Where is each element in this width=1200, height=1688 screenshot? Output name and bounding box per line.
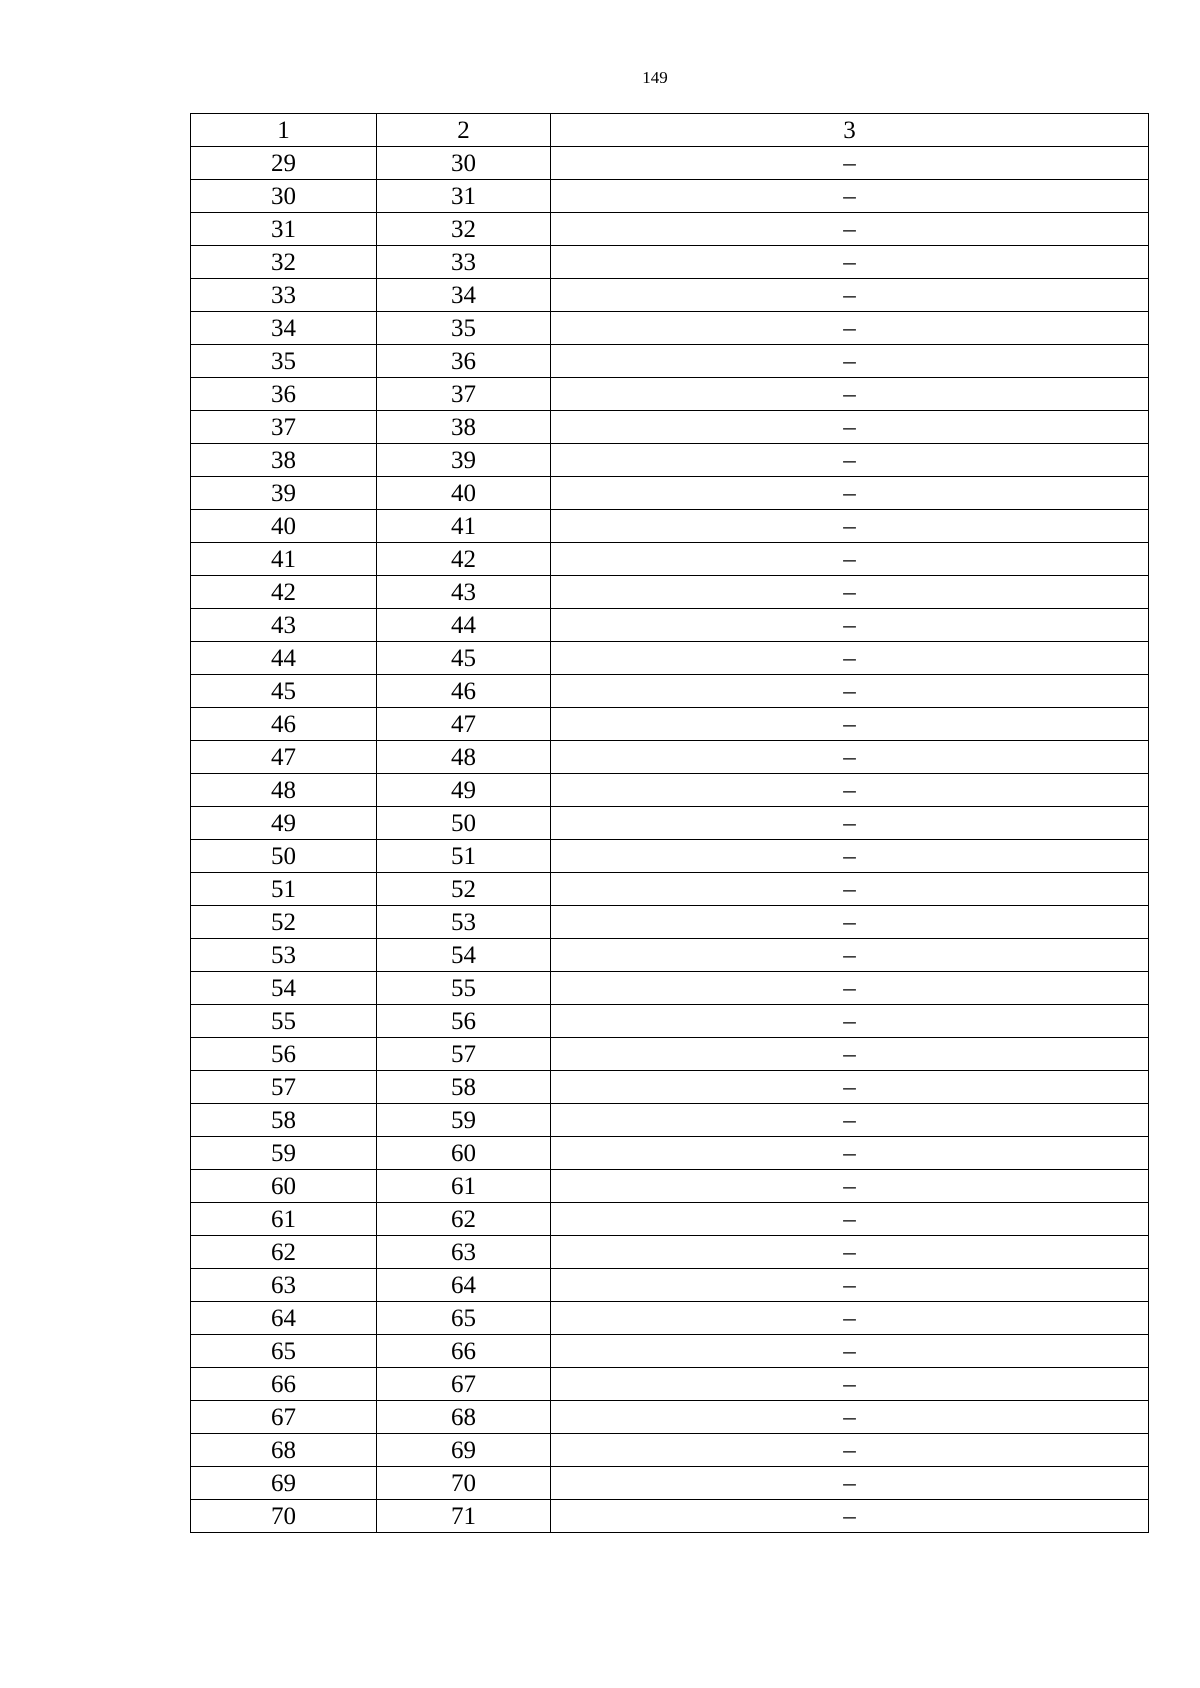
table-cell-col3: – xyxy=(551,213,1149,246)
table-cell-col3: – xyxy=(551,873,1149,906)
table-cell-col2: 43 xyxy=(377,576,551,609)
table-cell-col3: – xyxy=(551,939,1149,972)
table-cell-col1: 59 xyxy=(191,1137,377,1170)
table-cell-col2: 40 xyxy=(377,477,551,510)
table-row xyxy=(191,576,1149,609)
table-cell-col2: 58 xyxy=(377,1071,551,1104)
table-cell-col3: – xyxy=(551,642,1149,675)
table-cell-col3: – xyxy=(551,1302,1149,1335)
table-cell-col1: 32 xyxy=(191,246,377,279)
table-row xyxy=(191,741,1149,774)
table-cell-col2: 39 xyxy=(377,444,551,477)
table-row xyxy=(191,543,1149,576)
table-cell-col3: – xyxy=(551,1203,1149,1236)
table-cell-col3: – xyxy=(551,906,1149,939)
table-cell-col3: – xyxy=(551,477,1149,510)
table-cell-col3: – xyxy=(551,1104,1149,1137)
table-cell-col2: 53 xyxy=(377,906,551,939)
table-row xyxy=(191,807,1149,840)
table-row xyxy=(191,345,1149,378)
table-cell-col1: 30 xyxy=(191,180,377,213)
table-cell-col2: 71 xyxy=(377,1500,551,1533)
table-row xyxy=(191,840,1149,873)
table-row xyxy=(191,972,1149,1005)
table-cell-col3: – xyxy=(551,1500,1149,1533)
table-cell-col1: 52 xyxy=(191,906,377,939)
table-row xyxy=(191,147,1149,180)
table-cell-col3: – xyxy=(551,1368,1149,1401)
table-cell-col1: 60 xyxy=(191,1170,377,1203)
table-cell-col1: 51 xyxy=(191,873,377,906)
table-cell-col1: 40 xyxy=(191,510,377,543)
table-row xyxy=(191,642,1149,675)
table-row xyxy=(191,378,1149,411)
table-row xyxy=(191,1269,1149,1302)
table-cell-col3: – xyxy=(551,774,1149,807)
table-row xyxy=(191,213,1149,246)
table-cell-col2: 45 xyxy=(377,642,551,675)
table-cell-col3: – xyxy=(551,1335,1149,1368)
table-cell-col2: 47 xyxy=(377,708,551,741)
table-cell-col2: 70 xyxy=(377,1467,551,1500)
table-row xyxy=(191,1401,1149,1434)
table-header-row xyxy=(191,114,1149,147)
table-cell-col3: – xyxy=(551,543,1149,576)
table-row xyxy=(191,1302,1149,1335)
table-cell-col2: 50 xyxy=(377,807,551,840)
table-cell-col2: 35 xyxy=(377,312,551,345)
table-cell-col1: 37 xyxy=(191,411,377,444)
table-cell-col2: 61 xyxy=(377,1170,551,1203)
table-body xyxy=(191,114,1149,1533)
table-cell-col1: 43 xyxy=(191,609,377,642)
table-cell-col1: 63 xyxy=(191,1269,377,1302)
table-cell-col1: 65 xyxy=(191,1335,377,1368)
table-cell-col1: 39 xyxy=(191,477,377,510)
table-cell-col2: 46 xyxy=(377,675,551,708)
table-row xyxy=(191,1500,1149,1533)
table-cell-col2: 66 xyxy=(377,1335,551,1368)
table-cell-col3: – xyxy=(551,510,1149,543)
table-cell-col1: 49 xyxy=(191,807,377,840)
table-cell-col3: – xyxy=(551,1170,1149,1203)
table-cell-col2: 60 xyxy=(377,1137,551,1170)
table-cell-col3: – xyxy=(551,1269,1149,1302)
table-row xyxy=(191,411,1149,444)
table-cell-col2: 33 xyxy=(377,246,551,279)
table-row xyxy=(191,708,1149,741)
table-cell-col1: 42 xyxy=(191,576,377,609)
table-cell-col2: 68 xyxy=(377,1401,551,1434)
table-row xyxy=(191,1335,1149,1368)
table-row xyxy=(191,1434,1149,1467)
table-cell-col1: 31 xyxy=(191,213,377,246)
table-row xyxy=(191,1236,1149,1269)
table-cell-col3: – xyxy=(551,576,1149,609)
table-cell-col1: 47 xyxy=(191,741,377,774)
table-row xyxy=(191,312,1149,345)
table-cell-col3: – xyxy=(551,246,1149,279)
table-cell-col3: – xyxy=(551,312,1149,345)
table-cell-col3: – xyxy=(551,378,1149,411)
table-row xyxy=(191,1038,1149,1071)
table-cell-col1: 70 xyxy=(191,1500,377,1533)
data-table xyxy=(190,113,1149,1533)
table-cell-col2: 67 xyxy=(377,1368,551,1401)
table-cell-col1: 69 xyxy=(191,1467,377,1500)
table-cell-col2: 57 xyxy=(377,1038,551,1071)
table-row xyxy=(191,906,1149,939)
table-cell-col2: 62 xyxy=(377,1203,551,1236)
table-cell-col3: – xyxy=(551,345,1149,378)
table-cell-col3: – xyxy=(551,1236,1149,1269)
table-cell-col3: – xyxy=(551,1467,1149,1500)
table-row xyxy=(191,1467,1149,1500)
table-cell-col2: 37 xyxy=(377,378,551,411)
table-cell-col2: 52 xyxy=(377,873,551,906)
table-row xyxy=(191,1368,1149,1401)
table-cell-col1: 55 xyxy=(191,1005,377,1038)
table-row xyxy=(191,609,1149,642)
table-row xyxy=(191,477,1149,510)
table-cell-col3: – xyxy=(551,741,1149,774)
table-row xyxy=(191,939,1149,972)
table-cell-col3: – xyxy=(551,1401,1149,1434)
table-cell-col1: 57 xyxy=(191,1071,377,1104)
table-cell-col1: 34 xyxy=(191,312,377,345)
table-row xyxy=(191,510,1149,543)
table-cell-col2: 44 xyxy=(377,609,551,642)
table-row xyxy=(191,279,1149,312)
table-cell-col2: 56 xyxy=(377,1005,551,1038)
table-cell-col2: 41 xyxy=(377,510,551,543)
table-cell-col2: 32 xyxy=(377,213,551,246)
table-cell-col1: 35 xyxy=(191,345,377,378)
table-cell-col3: – xyxy=(551,1005,1149,1038)
table-cell-col1: 53 xyxy=(191,939,377,972)
table-cell-col3: – xyxy=(551,444,1149,477)
table-cell-col2: 30 xyxy=(377,147,551,180)
table-cell-col2: 34 xyxy=(377,279,551,312)
table-cell-col3: – xyxy=(551,609,1149,642)
table-row xyxy=(191,246,1149,279)
table-row xyxy=(191,1005,1149,1038)
table-cell-col3: – xyxy=(551,1137,1149,1170)
table-cell-col2: 55 xyxy=(377,972,551,1005)
table-cell-col1: 48 xyxy=(191,774,377,807)
table-cell-col2: 48 xyxy=(377,741,551,774)
table-cell-col1: 67 xyxy=(191,1401,377,1434)
table-row xyxy=(191,1071,1149,1104)
table-cell-col1: 56 xyxy=(191,1038,377,1071)
table-cell-col1: 36 xyxy=(191,378,377,411)
table-cell-col1: 50 xyxy=(191,840,377,873)
table-cell-col3: – xyxy=(551,1434,1149,1467)
table-cell-col1: 41 xyxy=(191,543,377,576)
table-row xyxy=(191,1170,1149,1203)
table-row xyxy=(191,675,1149,708)
table-cell-col3: – xyxy=(551,972,1149,1005)
page-number: 149 xyxy=(642,68,668,87)
table-cell-col1: 46 xyxy=(191,708,377,741)
table-cell-col2: 31 xyxy=(377,180,551,213)
table-cell-col1: 66 xyxy=(191,1368,377,1401)
table-cell-col1: 62 xyxy=(191,1236,377,1269)
table-cell-col2: 49 xyxy=(377,774,551,807)
table-cell-col1: 38 xyxy=(191,444,377,477)
table-row xyxy=(191,444,1149,477)
table-cell-col3: – xyxy=(551,708,1149,741)
table-cell-col1: 61 xyxy=(191,1203,377,1236)
table-cell-col3: – xyxy=(551,807,1149,840)
table-cell-col1: 44 xyxy=(191,642,377,675)
table-cell-col1: 64 xyxy=(191,1302,377,1335)
table-cell-col3: – xyxy=(551,840,1149,873)
table-cell-col2: 63 xyxy=(377,1236,551,1269)
column-header-3: 3 xyxy=(551,114,1149,147)
table-row xyxy=(191,1137,1149,1170)
column-header-2: 2 xyxy=(377,114,551,147)
table-cell-col1: 29 xyxy=(191,147,377,180)
table-row xyxy=(191,180,1149,213)
table-cell-col1: 45 xyxy=(191,675,377,708)
table-cell-col2: 64 xyxy=(377,1269,551,1302)
table-cell-col3: – xyxy=(551,1071,1149,1104)
table-row xyxy=(191,1203,1149,1236)
column-header-1: 1 xyxy=(191,114,377,147)
table-cell-col3: – xyxy=(551,675,1149,708)
table-cell-col1: 33 xyxy=(191,279,377,312)
table-cell-col3: – xyxy=(551,1038,1149,1071)
table-cell-col3: – xyxy=(551,180,1149,213)
table-cell-col1: 54 xyxy=(191,972,377,1005)
table-cell-col1: 58 xyxy=(191,1104,377,1137)
table-row xyxy=(191,1104,1149,1137)
table-cell-col3: – xyxy=(551,411,1149,444)
table-row xyxy=(191,774,1149,807)
table-cell-col3: – xyxy=(551,147,1149,180)
table-cell-col2: 59 xyxy=(377,1104,551,1137)
table-cell-col2: 54 xyxy=(377,939,551,972)
table-cell-col2: 69 xyxy=(377,1434,551,1467)
table-row xyxy=(191,873,1149,906)
table-cell-col2: 42 xyxy=(377,543,551,576)
table-cell-col2: 51 xyxy=(377,840,551,873)
table-cell-col2: 65 xyxy=(377,1302,551,1335)
table-cell-col2: 38 xyxy=(377,411,551,444)
table-cell-col2: 36 xyxy=(377,345,551,378)
table-cell-col3: – xyxy=(551,279,1149,312)
table-cell-col1: 68 xyxy=(191,1434,377,1467)
